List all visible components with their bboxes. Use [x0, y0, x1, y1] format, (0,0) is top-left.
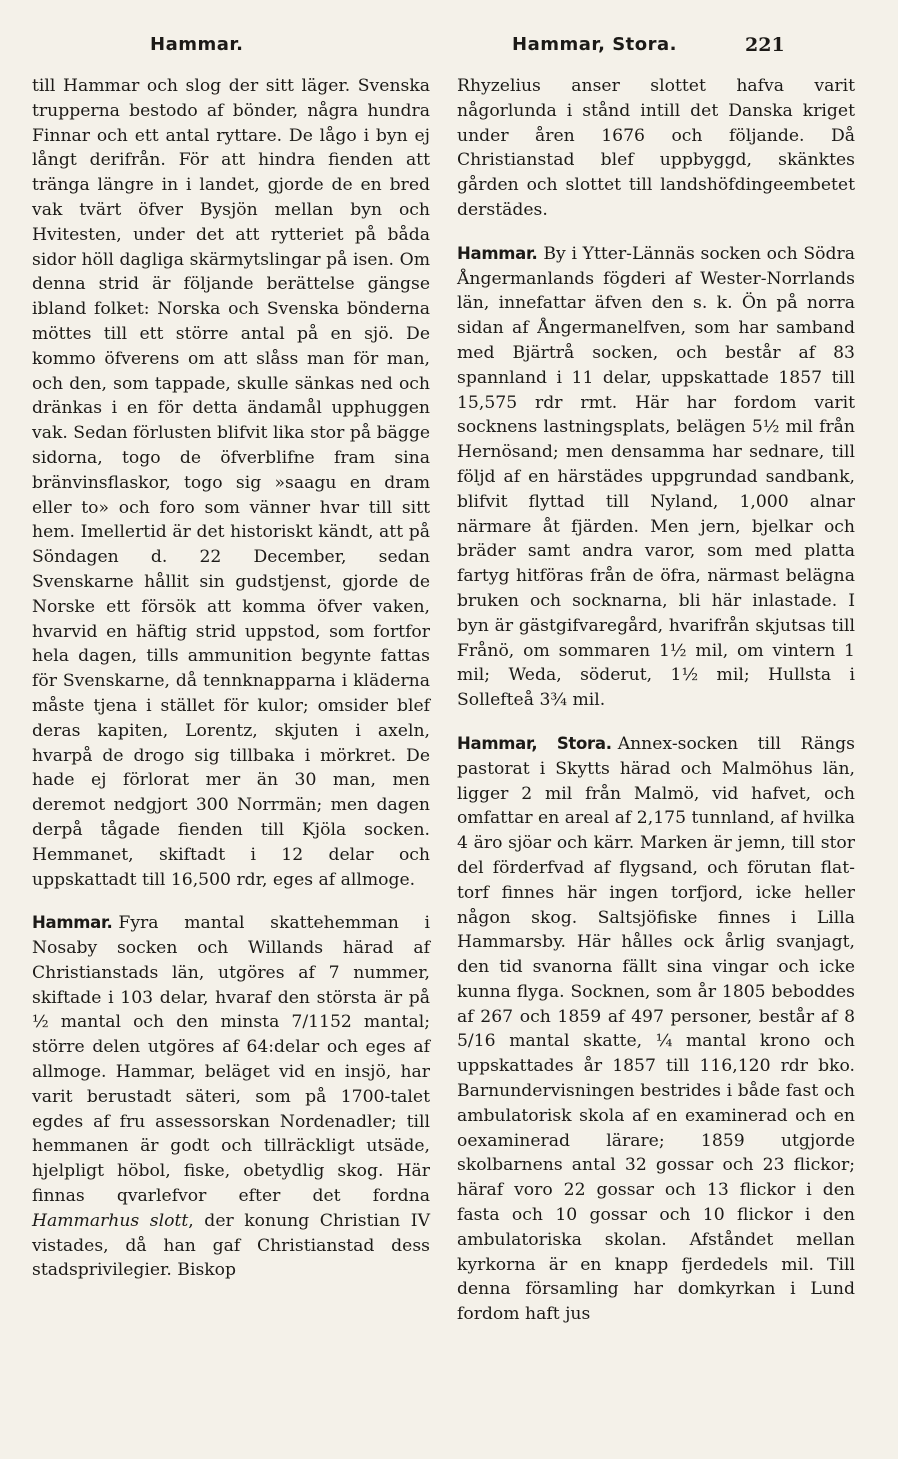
- page-number: 221: [745, 34, 785, 56]
- entry-hammar-nosaby: [32, 911, 430, 1283]
- running-head-left: Hammar.: [150, 34, 244, 55]
- italic-term: Hammarhus slott: [32, 1210, 189, 1231]
- entry-headword: Hammar.: [457, 243, 538, 263]
- entry-hammar-stora: [457, 732, 855, 1327]
- entry-hammar-ytter-lannas: [457, 242, 855, 713]
- entry-text: Fyra mantal skattehemman i Nosaby socken och Willands härad af Christianstads län, utgöres af 7 nummer, skiftade i 103 delar, hvaraf den största är på ½ mantal och den minsta 7/1152 mantal; större delen utgöres af 64:delar och eges af allmoge. Hammar, beläget vid en insjö, har varit berustadt säteri, som på 1700-talet egdes af fru assessorskan Nordenadler; till hemmanen är godt och tillräckligt utsäde, hjelpligt höbol, fiske, obetydlig skog. Här finnas qvarlefvor efter det fordna: [32, 913, 430, 1207]
- entry-text: By i Ytter-Lännäs socken och Södra Ångermanlands fögderi af Wester-Norrlands län, innefattar äfven den s. k. Ön på norra sidan af Ångermanelfven, som har samband med Bjärtrå socken, och består af 83 spannland i 11 delar, uppskattade 1857 till 15,575 rdr rmt. Här har fordom varit socknens lastningsplats, belägen 5½ mil från Hernösand; men densamma har sednare, till följd af en härstädes uppgrundad sandbank, blifvit flyttad till Nyland, 1,000 alnar närmare åt fjärden. Men jern, bjelkar och bräder samt andra varor, som med platta fartyg hitföras från de öfra, närmast belägna bruken och socknarna, bli här inlastade. I byn är gästgifvaregård, hvarifrån skjutsas till Frånö, om sommaren 1½ mil, om vintern 1 mil; Weda, söderut, 1½ mil; Hullsta i Sollefteå 3¾ mil.: [457, 243, 855, 711]
- entry-text: Annex-socken till Rängs pastorat i Skytts härad och Malmöhus län, ligger 2 mil från Malmö, vid hafvet, och omfattar en areal af 2,175 tunnland, af hvilka 4 äro sjöar och kärr. Marken är jemn, till stor del förderfvad af flygsand, och förutan flat-torf finnes här ingen torfjord, icke heller någon skog. Saltsjöfiske finnes i Lilla Hammarsby. Här hålles ock årlig svanjagt, den tid svanorna fällt sina vingar och icke kunna flyga. Socknen, som år 1805 beboddes af 267 och 1859 af 497 personer, består af 8 5/16 mantal skatte, ¼ mantal krono och uppskattades år 1857 till 116,120 rdr bko. Barnundervisningen bestrides i både fast och ambulatorisk skola af en examinerad och en oexaminerad lärare; 1859 utgjorde skolbarnens antal 32 gossar och 23 flickor; häraf voro 22 gossar och 13 flickor i den fasta och 10 gossar och 10 flickor i den ambulatoriska skolan. Afståndet mellan kyrkorna är en knapp fjerdedels mil. Till denna församling har domkyrkan i Lund fordom haft jus: [457, 733, 855, 1325]
- running-head-right: Hammar, Stora.: [512, 34, 678, 55]
- continued-entry-text: till Hammar och slog der sitt läger. Svenska trupperna bestodo af bönder, några hundra Finnar och ett antal ryttare. De lågo i byn ej långt derifrån. För att hindra fienden att tränga längre in i landet, gjorde de en bred vak tvärt öfver Bysjön mellan byn och Hvitesten, under det att rytteriet på båda sidor höll dagliga skärmytslingar på isen. Om denna strid är följande berättelse gängse ibland folket: Norska och Svenska bönderna möttes till ett större antal på en sjö. De kommo öfverens om att slåss man för man, och den, som tappade, skulle sänkas ned och dränkas i en för detta ändamål upphuggen vak. Sedan förlusten blifvit lika stor på bägge sidorna, togo de öfverblifne fram sina bränvinsflaskor, togo sig »saagu en dram eller to» och foro som vänner hvar till sitt hem. Imellertid är det historiskt kändt, att på Söndagen d. 22 December, sedan Svenskarne hållit sin gudstjenst, gjorde de Norske ett försök att komma öfver vaken, hvarvid en häftig strid uppstod, som fortfor hela dagen, tills ammunition begynte fattas för Svenskarne, då tennknapparna i kläderna måste tjena i stället för kulor; omsider blef deras kapiten, Lorentz, skjuten i axeln, hvarpå de drogo sig tillbaka i mörkret. De hade ej förlorat mer än 30 man, men deremot nedgjort 300 Norrmän; men dagen derpå tågade fienden till Kjöla socken. Hemmanet, skiftadt i 12 delar och uppskattadt till 16,500 rdr, eges af allmoge.: [32, 76, 430, 890]
- continued-entry-text: Rhyzelius anser slottet hafva varit någorlunda i stånd intill det Danska kriget under åren 1676 och följande. Då Christianstad blef uppbyggd, skänktes gården och slottet till landshöfdingeembetet derstädes.: [457, 76, 855, 220]
- left-column: [32, 74, 430, 1283]
- entry-headword: Hammar, Stora.: [457, 733, 612, 753]
- entry-text: , der konung Christian IV vistades, då han gaf Christianstad dess stadsprivilegier. Biskop: [32, 1210, 431, 1281]
- right-column: [457, 74, 855, 1327]
- entry-headword: Hammar.: [32, 913, 113, 933]
